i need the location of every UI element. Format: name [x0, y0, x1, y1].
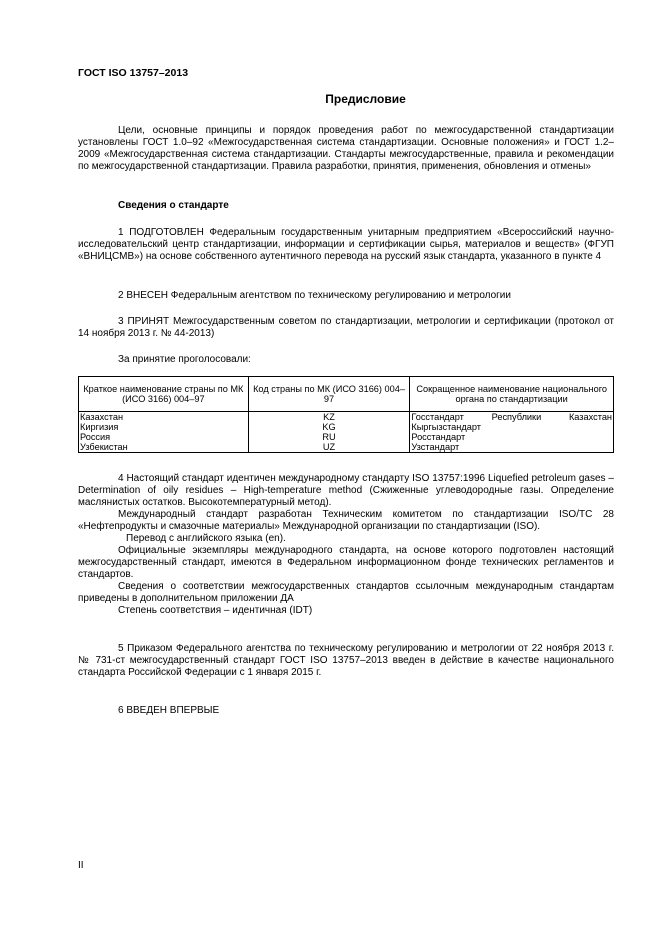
- cell-body: Кыргызстандарт: [410, 422, 614, 432]
- item-3-text: 3 ПРИНЯТ Межгосударственным советом по стандартизации, метрологии и сертификации (протокол от 14 ноября 2013 г. № 44-2013): [78, 316, 614, 339]
- page-number: II: [78, 860, 84, 871]
- item-4-degree-text: Степень соответствия – идентичная (IDT): [118, 605, 313, 616]
- table-row: [79, 422, 614, 432]
- cell-country: Россия: [79, 432, 249, 442]
- item-5-text: 5 Приказом Федерального агентства по техническому регулированию и метрологии от 22 ноября 2013 г. № 731-ст межгосударственный стандарт ГОСТ ISO 13757–2013 введен в действие в качестве национального стандарта Российской Федерации с 1 января 2015 г.: [78, 643, 614, 678]
- document-code: ГОСТ ISO 13757–2013: [78, 67, 189, 79]
- cell-body: Узстандарт: [410, 442, 614, 453]
- cell-country: Узбекистан: [79, 442, 249, 453]
- item-4-developer-text: Международный стандарт разработан Техническим комитетом по стандартизации ISO/TC 28 «Нефтепродукты и смазочные материалы» Международной организации по стандартизации (ISO).: [78, 509, 614, 532]
- item-4-conformity-text: Сведения о соответствии межгосударственных стандартов ссылочным международным стандартам приведены в дополнительном приложении ДА: [78, 581, 614, 604]
- voted-text: За принятие проголосовали:: [118, 354, 251, 365]
- item-2-text: 2 ВНЕСЕН Федеральным агентством по техническому регулированию и метрологии: [118, 290, 511, 301]
- cell-body: Росстандарт: [410, 432, 614, 442]
- cell-code: RU: [248, 432, 410, 442]
- cell-body: Госстандарт Республики Казахстан: [411, 412, 612, 422]
- item-6-paragraph: [78, 705, 614, 717]
- item-4-translation-text: Перевод с английского языка (en).: [126, 533, 286, 544]
- item-4-block: [78, 473, 614, 617]
- info-section-heading: [78, 200, 614, 212]
- cell-code: UZ: [248, 442, 410, 453]
- item-1-paragraph: [78, 227, 614, 263]
- header-national-body: Сокращенное наименование национального органа по стандартизации: [410, 377, 614, 412]
- item-3-paragraph: [78, 316, 614, 340]
- item-6-text: 6 ВВЕДЕН ВПЕРВЫЕ: [118, 705, 220, 716]
- table-row: [79, 442, 614, 453]
- intro-paragraph: [78, 125, 614, 173]
- voted-label: [78, 354, 614, 366]
- table-row: [79, 432, 614, 442]
- cell-country: Казахстан: [79, 412, 249, 423]
- item-2-paragraph: [78, 290, 614, 302]
- cell-code: KG: [248, 422, 410, 432]
- table-row: [79, 412, 614, 423]
- page-title: [0, 93, 661, 105]
- cell-country: Киргизия: [79, 422, 249, 432]
- item-5-paragraph: [78, 643, 614, 679]
- intro-text: Цели, основные принципы и порядок проведения работ по межгосударственной стандартизации установлены ГОСТ 1.0–92 «Межгосударственная система стандартизации. Основные положения» и ГОСТ 1.2–2009 «Межгосударственная система стандартизации. Стандарты межгосударственные, правила и рекомендации по межгосударственной стандартизации. Правила разработки, принятия, применения, обновления и отмены»: [78, 125, 614, 172]
- item-4-official-copies-text: Официальные экземпляры международного стандарта, на основе которого подготовлен настоящий межгосударственный стандарт, имеются в Федеральном информационном фонде технических регламентов и стандартов.: [78, 545, 614, 580]
- table-header-row: [79, 377, 614, 412]
- item-1-text: 1 ПОДГОТОВЛЕН Федеральным государственным унитарным предприятием «Всероссийский научно-исследовательский центр стандартизации, информации и сертификации сырья, материалов и веществ» (ФГУП «ВНИЦСМВ») на основе собственного аутентичного перевода на русский язык стандарта, указанного в пункте 4: [78, 227, 614, 262]
- voting-countries-table: [78, 376, 614, 453]
- title-text: Предисловие: [325, 92, 406, 106]
- info-heading-text: Сведения о стандарте: [118, 200, 229, 211]
- header-country-code: Код страны по МК (ИСО 3166) 004–97: [248, 377, 410, 412]
- cell-code: KZ: [248, 412, 410, 423]
- item-4-text: 4 Настоящий стандарт идентичен международному стандарту ISO 13757:1996 Liquefied petroleum gases – Determination of oily residues – High-temperature method (Сжиженные углеводородные газы. Определение маслянистых остатков. Высокотемпературный метод).: [78, 473, 614, 508]
- header-country-name: Краткое наименование страны по МК (ИСО 3166) 004–97: [79, 377, 249, 412]
